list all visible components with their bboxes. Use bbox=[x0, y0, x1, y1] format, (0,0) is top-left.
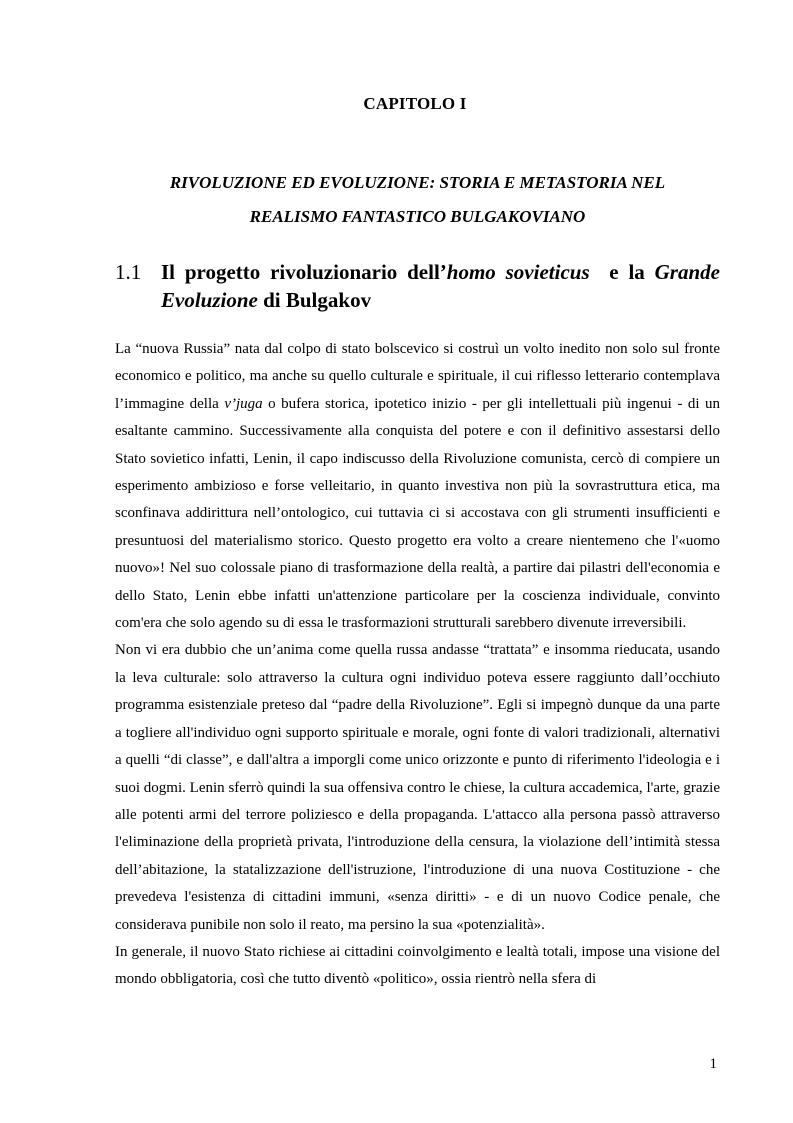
section-title-italic-2: Grande Evoluzione bbox=[161, 260, 720, 312]
section-number: 1.1 bbox=[115, 260, 142, 284]
section-title-text-2: e la bbox=[589, 260, 655, 284]
paragraph-1-italic: v’juga bbox=[224, 395, 263, 412]
chapter-subtitle bbox=[115, 166, 720, 234]
section-title-text-3: di Bulgakov bbox=[257, 288, 372, 312]
page-number: 1 bbox=[709, 1056, 717, 1072]
section-title bbox=[161, 258, 720, 314]
chapter-heading: CAPITOLO I bbox=[363, 94, 467, 113]
body-text bbox=[115, 336, 720, 994]
section-title-italic-1: homo sovieticus bbox=[446, 260, 590, 284]
chapter-subtitle-line-1: RIVOLUZIONE ED EVOLUZIONE: STORIA E METASTORIA NEL bbox=[169, 173, 666, 192]
paragraph-1-text-a: La “nuova Russia” nata dal colpo di stato bolscevico si costruì un volto inedito non solo sul fronte economico e politico, ma anche su quello culturale e spirituale, il cui riflesso letterario contemplava l’immagine della bbox=[115, 341, 720, 412]
section-title-text-1: Il progetto rivoluzionario dell’ bbox=[161, 260, 447, 284]
paragraph-1 bbox=[115, 336, 720, 637]
paragraph-1-text-b: o bufera storica, ipotetico inizio - per gli intellettuali più ingenui - di un esaltante cammino. Successivamente alla conquista del potere e con il definitivo assestarsi dello Stato sovietico infatti, Lenin, il capo indiscusso della Rivoluzione comunista, cercò di compiere un esperimento ambizioso e forse velleitario, in quanto investiva non più la sovrastruttura etica, ma sconfinava addirittura nell’ontologico, cui tuttavia ci si accostava con gli strumenti insufficienti e presuntuosi del materialismo storico. Questo progetto era volto a creare nientemeno che l'«uomo nuovo»! Nel suo colossale piano di trasformazione della realtà, a partire dai pilastri dell'economia e dello Stato, Lenin ebbe infatti un'attenzione particolare per la coscienza individuale, convinto com'era che solo agendo su di essa le trasformazioni strutturali sarebbero divenute irreversibili. bbox=[115, 395, 720, 632]
chapter-subtitle-line-2: REALISMO FANTASTICO BULGAKOVIANO bbox=[249, 207, 586, 226]
paragraph-3: In generale, il nuovo Stato richiese ai cittadini coinvolgimento e lealtà totali, impose una visione del mondo obbligatoria, così che tutto diventò «politico», ossia rientrò nella sfera di bbox=[115, 943, 720, 988]
paragraph-2: Non vi era dubbio che un’anima come quella russa andasse “trattata” e insomma rieducata, usando la leva culturale: solo attraverso la cultura ogni individuo poteva essere raggiunto dall’occhiuto programma esistenziale preteso dal “padre della Rivoluzione”. Egli si impegnò dunque da una parte a togliere all'individuo ogni supporto spirituale e morale, ogni fonte di valori tradizionali, alternativi a quelli “di classe”, e dall'altra a imporgli come unico orizzonte e punto di riferimento l'ideologia e i suoi dogmi. Lenin sferrò quindi la sua offensiva contro le chiese, la cultura accademica, l'arte, grazie alle potenti armi del terrore poliziesco e della propaganda. L'attacco alla persona passò attraverso l'eliminazione della proprietà privata, l'introduzione della censura, la violazione dell’intimità stessa dell’abitazione, la statalizzazione dell'istruzione, l'introduzione di una nuova Costituzione - che prevedeva l'esistenza di cittadini immuni, «senza diritti» - e di un nuovo Codice penale, che considerava punibile non solo il reato, ma persino la sua «potenzialità». bbox=[115, 642, 720, 933]
section-heading bbox=[115, 258, 720, 314]
